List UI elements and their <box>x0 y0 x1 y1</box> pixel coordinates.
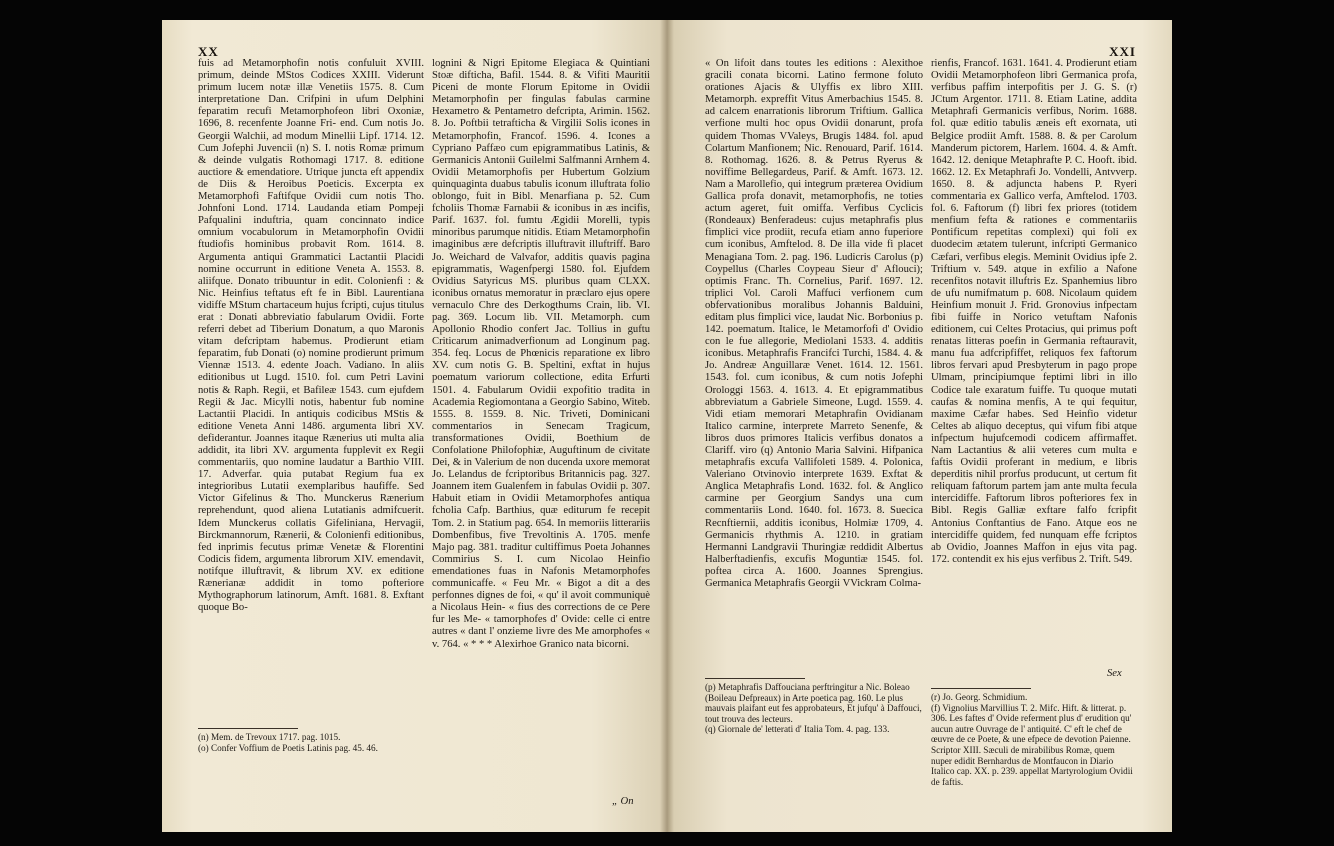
right-outer-footnote-rule <box>931 688 1031 689</box>
left-page <box>162 20 667 832</box>
right-inner-column-paragraph: « On lifoit dans toutes les editions : Alexithoe gracili conata bicorni. Latino fermone foluto orationes Ajacis & Ulyffis ex libro XIII. Metamorph. expreffit Vitus Amerbachius 1545. 8. ad calcem enarrationis librorum Triftium. Gallica verfione multi hoc opus Ovidii donarunt, profa quidem Thomas VValeys, Brugis 1484. fol. apud Colartum Manfionem; Nic. Renouard, Parif. 1614. 8. Rothomag. 1626. 8. & Petrus Ryerus & noviffime Bellegardeus, Parif. & Amft. 1673. 12. Nam a Marollefio, qui integrum prætereа Ovidium Gallica profa donavit, metamorphofis, ne toties actum ageret, fuit omiffa. Verfibus Cyclicis (Rondeaux) Benferadeus: cujus metaphrafis plus fimplici vice prodiit, recufa etiam anno fuperiore cum iconibus, Amftelod. 8. De illa vide fi placet Menagiana Tom. 2. pag. 196. Ludicris Carolus (p) Coypellus (Charles Coypeau Sieur d' Aflouci); optimis Franc. Th. Cornelius, Parif. 1697. 12. triplici Vol. Caroli Maffuci verfionem cum obfervationibus moralibus Johannis Balduini, editam plus fimplici vice, laudat Nic. Borbonius p. 142. poematum. Italice, le Metamorfofi d' Ovidio con le fue allegorie, Mediolani 1533. 4. additis iconibus. Metaphrafis Francifci Turchi, 1584. 4. & Jo. Andreæ Anguillaræ Venet. 1614. 12. 1561. 1543. fol. cum iconibus, & cum notis Jofephi Orologgi 1563. 4. 1613. 4. Et epigrammatibus abbreviatum a Gabriele Simeone, Lugd. 1559. 4. Vidi etiam memorari Metaphrafin Ovidianam Italico carmine, interprete Marreto Senenfe, & libros duos primores Italicis verfibus donatos a Clariff. viro (q) Antonio Maria Salvini. Hifpanica metaphrafis excufa Vallifoleti 1589. 4. Polonica, Valeriano Otvinovio interprete 1639. Exftat & Anglica Metaphrafis Lond. 1632. fol. & Anglico carmine per Georgium Sandys una cum commentariis Lond. 1640. fol. 1673. 8. Suecica Recnftiernii, additis iconibus, Holmiæ 1709, 4. Germanicis rhythmis A. 1210. in gratiam Hermanni Landgravii Thuringiæ reddidit Albertus Halberftadienfis, excufis Moguntiæ 1545. fol. poftea circa A. 1600. Joannes Sprengius. Germanica Metaphrafis Georgii VVickram Colma- <box>705 58 923 590</box>
catchword: „ On <box>612 796 634 807</box>
left-footnotes <box>198 732 424 753</box>
right-page <box>667 20 1172 832</box>
right-running-head: XXI <box>1109 44 1136 59</box>
footnote: (f) Vignolius Marvillius T. 2. Mifc. Hift. & litterat. p. 306. Les faftes d' Ovide referment plus d' erudition qu' aucun autre Ouvrage de l' antiquité. C' eft le chef de œuvre de ce Poete, & une efpece de devotion Paienne. Scriptor XIII. Sæculi de mirabilibus Romæ, quem nuper edidit Bernhardus de Montfaucon in Diario Italico cap. XX. p. 239. appellat Martyrologium Ovidii de faftis. <box>931 702 1133 787</box>
open-book <box>162 20 1172 832</box>
right-inner-footnote-rule <box>705 678 805 679</box>
left-column-text <box>198 58 424 720</box>
left-running-head: XX <box>198 44 219 59</box>
catchword: Sex <box>1107 668 1122 679</box>
footnote: (r) Jo. Georg. Schmidium. <box>931 692 1028 702</box>
left-footnote-rule <box>198 728 298 729</box>
middle-column-paragraph: lognini & Nigri Epitome Elegiaca & Quintiani Stoæ difticha, Bafil. 1544. 8. & Vifiti Mauritii Piceni de monte Florum Epitome in Ovidii Metamorphofin per fingulas fabulas carmine Hexametro & Pentametro defcripta, Arimin. 1562. 8. Jo. Poftbii tetrafticha & Virgilii Solis icones in Metamorphofin, Francof. 1596. 4. Icones a Cypriano Paffæo cum epigrammatibus Latinis, & Germanicis Antonii Guilelmi Salfmanni Arnhem 4. Ovidii Metamorphofis per Hubertum Golzium quinquaginta duabus tabulis iconum illuftrata folio oblongo, fuit in Bibl. Menarfiana p. 52. Cum fcholiis Thomæ Farnabii & iconibus in æs incifis, Parif. 1637. fol. fumtu Ægidii Morelli, typis minoribus parumque nitidis. Etiam Metamorphofin imaginibus ære defcriptis illuftravit illuftriff. Baro Jo. Weichard de Valvafor, additis quavis pagina epigrammatis, Wagenfpergi 1580. fol. Ejufdem Ovidius Satyricus MS. pluribus quam CLXX. iconibus ornatus memoratur in præclaro ejus opere vernaculo Chre des Derkogthums Crain, lib. VI. pag. 369. Locum lib. VII. Metamorph. cum Apollonio Rhodio confert Jac. Tollius in guftu Criticarum animadverfionum ad Longinum pag. 354. feq. Locus de Phœnicis reparatione ex libro XV. cum notis G. B. Speltini, exftat in hujus poematum variorum collectione, edita Erfurti 1501. 4. Fabularum Ovidii expofitio tradita in Academia Regiomontana a Georgio Sabino, Witeb. 1555. 8. 1559. 8. Nic. Triveti, Dominicani commentarios in Senecam Tragicum, transformationes Ovidii, Boethium de Confolatione Philofophiæ, Auguftinum de civitate Dei, & in Valerium de non ducenda uxore memorat Jo. Lelandus de fcriptoribus Britannicis pag. 327. Joannem item Gualenfem in fabulas Ovidii p. 307. Habuit etiam in Ovidii Metamorphofes antiqua fcholia Cafp. Barthius, quæ editurum fe recepit Tom. 2. in Statium pag. 654. In memoriis litterariis Dombenfibus, five Trevoltinis A. 1705. menfe Majo pag. 381. traditur cultiffimus Poeta Johannes Commirius S. I. cum Nicolao Heinfio emendationes fuas in Nafonis Metamorphofes communicaffe. « Feu Mr. « Bigot a dit a des perfonnes dignes de foi, « qu' il avoit communiquè a Nicolaus Hein- « fius des corrections de ce Pere fur les Me- « tamorphofes d' Ovide: celle ci entre autres « dant l' onzieme livre des Me amorphofes « v. 764. « * * * Alexirhoe Granico nata bicorni. <box>432 58 650 650</box>
right-outer-footnotes <box>931 692 1137 787</box>
footnote: (q) Giornale de' letterati d' Italia Tom. 4. pag. 133. <box>705 724 890 735</box>
right-inner-footnotes <box>705 682 923 735</box>
right-inner-column-text <box>705 58 923 668</box>
right-outer-column-text <box>931 58 1137 662</box>
footnote: (o) Confer Voffium de Poetis Latinis pag. 45. 46. <box>198 742 378 753</box>
book-gutter <box>660 20 674 832</box>
middle-column-text <box>432 58 650 764</box>
left-column-paragraph: fuis ad Metamorphofin notis confuluit XVIII. primum, deinde MStos Codices XXIII. Viderunt primum lucem notæ illæ Venetiis 1575. 8. Cum interpretatione Dan. Crifpini in ufum Delphini feparatim recufi Metamorphofeon libri Oxoniæ, 1696, 8. recenfente Joanne Fri- end. Cum notis Jo. Georgii Walchii, ad modum Minellii Lipf. 1714. 12. Cum Jofephi Juvencii (n) S. I. notis Romæ primum & deinde vulgatis Rothomagi 1717. 8. editione auctiore & emendatiore. Utrique juncta eft appendix de Diis & Heroibus Poeticis. Excerpta ex Metamorphofi Faftifque Ovidii cum notis Tho. Johnfoni Lond. 1714. Laudanda etiam Pompeji Pafqualini induftria, quam concinnato indice omnium vocabulorum in Metamorphofin Ovidii ftudiofis hominibus probavit Rom. 1614. 8. Argumenta antiqui Grammatici Lactantii Placidi nomine occurrunt in editione Veneta A. 1553. 8. aliifque. Donato tribuuntur in edit. Colonienfi : & Nic. Heinfius teftatus eft fe in Bibl. Laurentiana vidiffe MStum chartaceum hujus fcripti, cujus titulus erat : Donati abbreviatio fabularum Ovidii. Forte referri debet ad Tiberium Donatum, a quo Maronis vitam defcriptam habemus. Prodierunt etiam feparatim, fub Donati (o) nomine prodierunt primum Viennæ 1513. 4. edente Joach. Vadiano. In aliis editionibus ut Lugd. 1510. fol. cum Petri Lavini notis & Raph. Regii, et Bafileæ 1543. cum ejufdem Regii & Jac. Micylli notis, habentur fub nomine Lactantii Placidi. In antiquis codicibus MStis & editione Veneta Anni 1486. argumenta libri XV. defiderantur. Joannes itaque Rænerius uti multa alia addidit, ita libri XV. argumenta fupplevit ex Regii commentariis, quo nomine laudatur a Barthio VIII. 17. Adverfar. quia putabat Regium fua ex integrioribus Lutatii exemplaribus haufiffe. Sed Victor Gifelinus & Tho. Munckerus Rænerium reprehendunt, quod aliena Lutatianis admifcuerit. Idem Munckerus collatis Gifeliniana, Hervagii, Birckmannorum, Rænerii, & Colonienfi editionibus, fed inprimis fecutus primæ Venetæ & Florentini Codicis fidem, argumenta librorum XIV. emendavit, notifque illuftravit, & librum XV. ex editione Rænerianæ addidit in tomo pofteriore Mythographorum latinorum, Amft. 1681. 8. Exftant quoque Bo- <box>198 58 424 614</box>
footnote: (p) Metaphrafis Daffouciana perftringitur a Nic. Boleao (Boileau Defpreaux) in Arte poetica pag. 160. Le plus mauvais plaifant eut fes approbateurs, Et jufqu' à Daffouci, tout trouva des lecteurs. <box>705 682 922 724</box>
right-outer-column-paragraph: rienfis, Francof. 1631. 1641. 4. Prodierunt etiam Ovidii Metamorphofeon libri Germanica profa, verfibus paffim interpofitis per J. G. S. (r) JCtum Argentor. 1711. 8. Etiam Latine, addita Metaphrafi Germanicis verfibus, Norim. 1688. fol. quæ editio tabulis æneis eft exornata, uti Belgice prodiit Amft. 1588. 8. & per Carolum Manderum pictorem, Harlem. 1604. 4. & Amft. 1642. 12. denique Metaphrafte P. C. Hooft. ibid. 1662. 12. Ex Metaphrafi Jo. Vondelli, Antvverp. 1650. 8. & adjuncta habens P. Ryeri commentaria ex Gallico verfa, Amftelod. 1703. fol. 6. Faftorum (f) libri fex priores (totidem menfium fefta & rationes e commentariis Pontificum repetitas complexi) qui foli ex duodecim ætatem tulerunt, infcripti Germanico Cæfari, verfibus elegis. Meminit Ovidius ipfe 2. Triftium v. 549. atque in exfilio a Nafone recenfitos notavit illuftris Ez. Spanhemius libro de ufu numifmatum p. 608. Nicolaum quidem Heinfium monuit J. Frid. Gronovius infpectam fibi fuiffe in Norico vetuftam Nafonis editionem, cui Celtes Protacius, qui primus poft renatas litteras poefin in Germania reftauravit, manu fua adfcripfiffet, reliquos fex faftorum libros fervari apud Presbyterum in pago prope Ulmam, principiumque feptimi libri in illo Codice tale exaratum fuiffe. Tu quoque mutati caufas & nomina menfis, A te qui fequitur, maxime Cæfar habes. Sed Heinfio videtur Celtes ab aliquo deceptus, qui vifum fibi atque infpectum hujufcemodi codicem affirmaffet. Nam Lactantius & alii veteres cum multa e faftis Ovidii proferant in medium, e libris deperditis nihil prorfus producunt, ut certum fit reliquam faftorum partem jam ante multa fecula intercidiffe. Faftorum libros pofteriores fex in Bibl. Regis Galliæ exftare falfo fcripfit Antonius Conftantius de Fano. Atque eos ne intercidiffe quidem, fed nunquam effe fcriptos ab Ovidio, Joannes Maffon in ejus vita pag. 172. contendit ex his ejus verfibus 2. Trift. 549. <box>931 58 1137 565</box>
footnote: (n) Mem. de Trevoux 1717. pag. 1015. <box>198 732 341 742</box>
